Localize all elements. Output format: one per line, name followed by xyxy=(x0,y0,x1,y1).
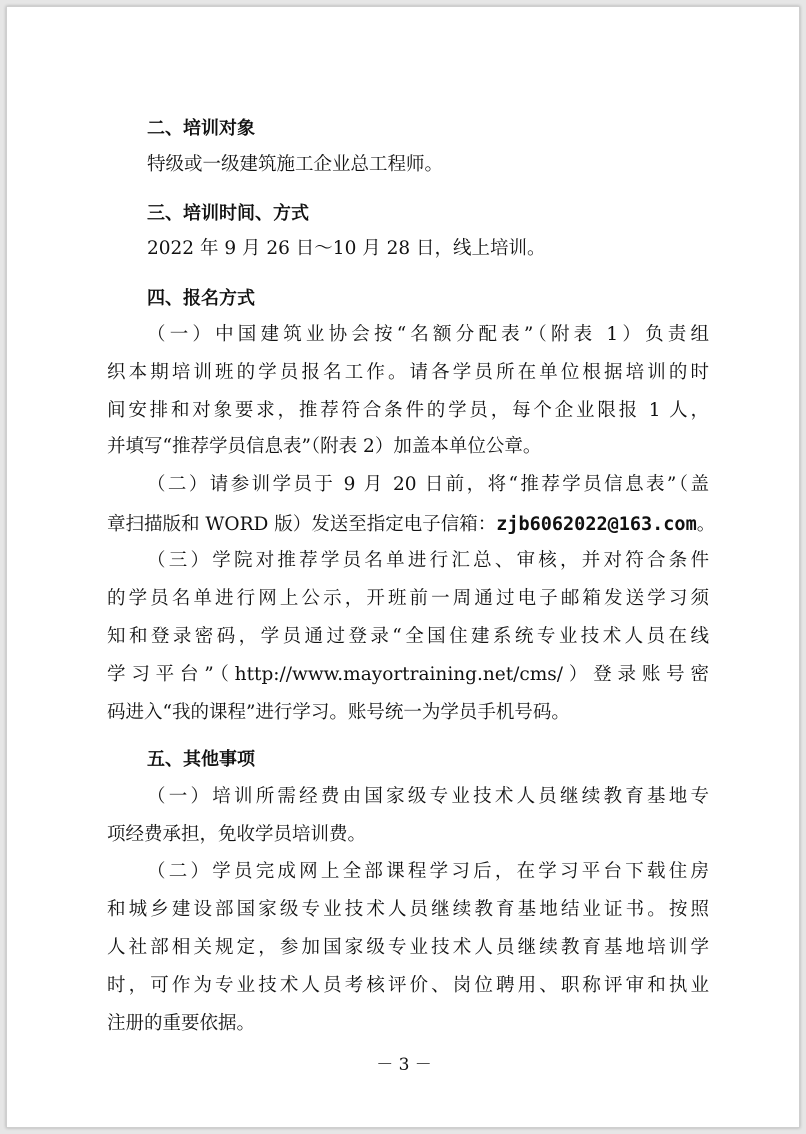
section-heading-two: 二、培训对象 xyxy=(147,118,255,139)
paragraph-line-url: 学习平台”（http://www.mayortraining.net/cms/）登录账号密 xyxy=(107,664,709,685)
section-heading-four: 四、报名方式 xyxy=(147,288,255,309)
paragraph-line: 并填写“推荐学员信息表”（附表 2）加盖本单位公章。 xyxy=(107,436,542,457)
paragraph-line: 织本期培训班的学员报名工作。请各学员所在单位根据培训的时 xyxy=(107,362,709,383)
paragraph-line: 和城乡建设部国家级专业技术人员继续教育基地结业证书。按照 xyxy=(107,899,709,920)
paragraph-line: （一）中国建筑业协会按“名额分配表”（附表 1）负责组 xyxy=(147,324,709,345)
paragraph-line: 注册的重要依据。 xyxy=(107,1013,256,1034)
paragraph-line: 的学员名单进行网上公示，开班前一周通过电子邮箱发送学习须 xyxy=(107,588,709,609)
paragraph-line: 时，可作为专业技术人员考核评价、岗位聘用、职称评审和执业 xyxy=(107,975,709,996)
section-heading-three: 三、培训时间、方式 xyxy=(147,203,309,224)
paragraph-line: 码进入“我的课程”进行学习。账号统一为学员手机号码。 xyxy=(107,702,570,723)
email-address: zjb6062022@163.com xyxy=(496,514,697,535)
paragraph-line: （一）培训所需经费由国家级专业技术人员继续教育基地专 xyxy=(147,786,709,807)
paragraph-text: 。 xyxy=(696,514,716,535)
document-page xyxy=(6,6,800,1128)
paragraph-line: （三）学院对推荐学员名单进行汇总、审核，并对符合条件 xyxy=(147,550,709,571)
section-heading-five: 五、其他事项 xyxy=(147,749,255,770)
paragraph-line: 间安排和对象要求，推荐符合条件的学员，每个企业限报 1 人， xyxy=(107,400,709,421)
section-two-body: 特级或一级建筑施工企业总工程师。 xyxy=(147,154,444,175)
paragraph-line-email xyxy=(7,513,801,537)
paragraph-line: （二）请参训学员于 9 月 20 日前，将“推荐学员信息表”（盖 xyxy=(147,474,709,495)
page-number: － 3 － xyxy=(376,1055,432,1075)
paragraph-line: 项经费承担，免收学员培训费。 xyxy=(107,824,367,845)
paragraph-line: 知和登录密码，学员通过登录“全国住建系统专业技术人员在线 xyxy=(107,626,709,647)
paragraph-line: 人社部相关规定，参加国家级专业技术人员继续教育基地培训学 xyxy=(107,937,709,958)
paragraph-line: （二）学员完成网上全部课程学习后，在学习平台下载住房 xyxy=(147,861,709,882)
paragraph-text: 章扫描版和 WORD 版）发送至指定电子信箱： xyxy=(107,514,497,535)
section-three-body: 2022 年 9 月 26 日～10 月 28 日，线上培训。 xyxy=(147,238,546,259)
